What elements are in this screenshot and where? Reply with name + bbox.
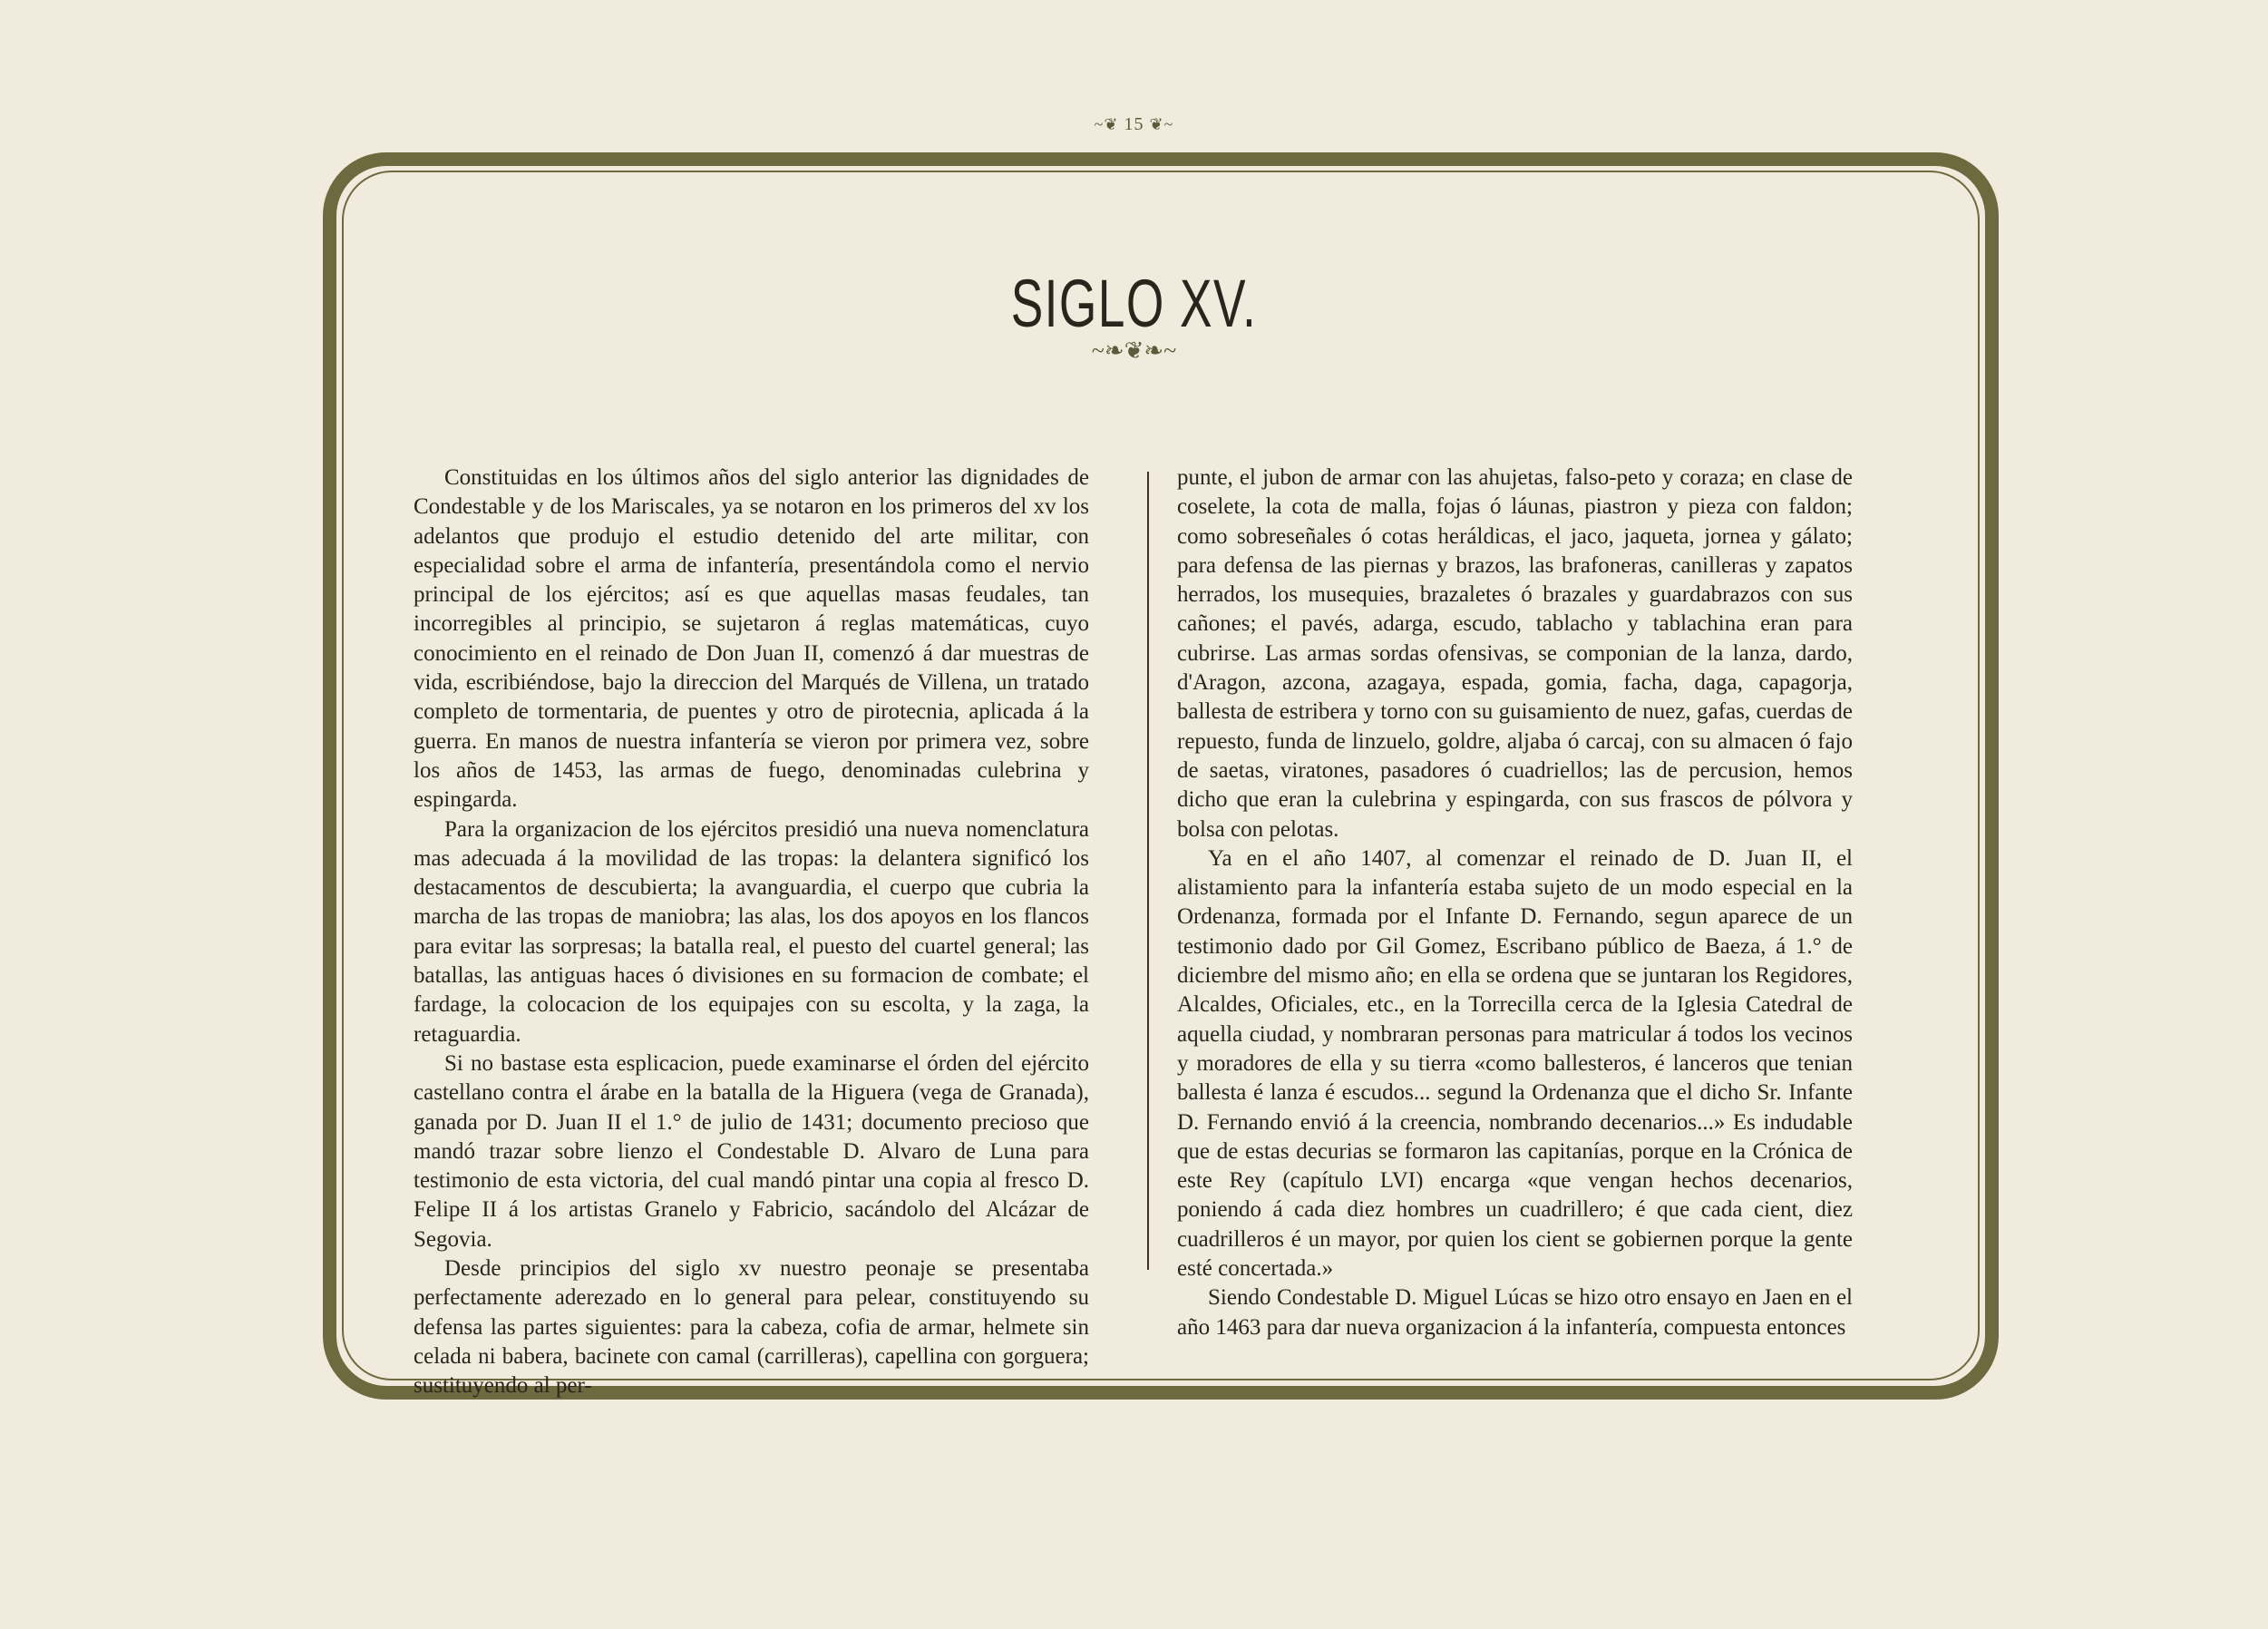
ornament-left: ~❦ xyxy=(1094,115,1119,133)
paragraph: Desde principios del siglo xv nuestro peonaje se presentaba perfectamente aderezado en lo general para pelear, constituyendo su defensa las partes siguientes: para la cabeza, cofia de armar, helmete sin celada ni babera, bacinete con camal (carrilleras), capellina con gorguera; sustituyendo al per- xyxy=(414,1256,1089,1399)
column-divider xyxy=(1147,472,1149,1270)
page-number-text: 15 xyxy=(1124,114,1144,134)
page-number xyxy=(0,114,2268,135)
paragraph: Si no bastase esta esplicacion, puede examinarse el órden del ejército castellano contra el árabe en la batalla de la Higuera (vega de Granada), ganada por D. Juan II el 1.° de julio de 1431; documento precioso que mandó trazar sobre lienzo el Condestable D. Alvaro de Luna para testimonio de esta victoria, del cual mandó pintar una copia al fresco D. Felipe II á los artistas Granelo y Fabricio, sacándolo del Alcázar de Segovia. xyxy=(414,1050,1089,1252)
paragraph: Para la organizacion de los ejércitos presidió una nueva nomenclatura mas adecuada á la movilidad de las tropas: la delantera significó los destacamentos de descubierta; la avanguardia, el cuerpo que cubria la marcha de las tropas de maniobra; las alas, los dos apoyos en los flancos para evitar las sorpresas; la batalla real, el puesto del cuartel general; las batallas, las antiguas haces ó divisiones en su formacion de combate; el fardage, la colocacion de los equipajes con su escolta, y la zaga, la retaguardia. xyxy=(414,816,1089,1047)
title-ornament: ~❧❦❧~ xyxy=(1091,337,1177,364)
ornament-right: ❦~ xyxy=(1149,115,1174,133)
paragraph: Constituidas en los últimos años del siglo anterior las dignidades de Condestable y de los Mariscales, ya se notaron en los primeros del xv los adelantos que produjo el estudio detenido del arte militar, con especialidad sobre el arma de infantería, presentándola como el nervio principal de los ejércitos; así es que aquellas masas feudales, tan incorregibles al principio, se sujetaron á reglas matemáticas, cuyo conocimiento en el reinado de Don Juan II, comenzó á dar muestras de vida, escribiéndose, bajo la direccion del Marqués de Villena, un tratado completo de tormentaria, de puentes y otro de pirotecnia, aplicada á la guerra. En manos de nuestra infantería se vieron por primera vez, sobre los años de 1453, las armas de fuego, denominadas culebrina y espingarda. xyxy=(414,465,1089,813)
left-column xyxy=(414,463,1089,1401)
page-title: SIGLO XV. xyxy=(1010,266,1258,341)
paragraph: Ya en el año 1407, al comenzar el reinado de D. Juan II, el alistamiento para la infantería estaba sujeto de un modo especial en la Ordenanza, formada por el Infante D. Fernando, segun aparece de un testimonio dado por Gil Gomez, Escribano público de Baeza, á 1.° de diciembre del mismo año; en ella se ordena que se juntaran los Regidores, Alcaldes, Oficiales, etc., en la Torrecilla cerca de la Iglesia Catedral de aquella ciudad, y nombraran personas para matricular á todos los vecinos y moradores de ella y su tierra «como ballesteros, é lanceros que tenian ballesta é lanza é escudos... segund la Ordenanza que el dicho Sr. Infante D. Fernando envió á la creencia, nombrando decenarios...» Es indudable que de estas decurias se formaron las capitanías, porque en la Crónica de este Rey (capítulo LVI) encarga «que vengan hechos decenarios, poniendo á cada diez hombres un cuadrillero; é que cada cient, diez cuadrilleros é un mayor, por quien los cient se gobiernen porque la gente esté concertada.» xyxy=(1177,845,1853,1282)
paragraph: Siendo Condestable D. Miguel Lúcas se hizo otro ensayo en Jaen en el año 1463 para dar nueva organizacion á la infantería, compuesta entonces xyxy=(1177,1285,1853,1340)
right-column xyxy=(1177,463,1853,1342)
paragraph: punte, el jubon de armar con las ahujetas, falso-peto y coraza; en clase de coselete, la cota de malla, fojas ó láunas, piastron y pieza con faldon; como sobreseñales ó cotas heráldicas, el jaco, jaqueta, jornea y gálato; para defensa de las piernas y brazos, las brafoneras, canilleras y zapatos herrados, los musequies, brazaletes ó brazales y guardabrazos con sus cañones; el pavés, adarga, escudo, tablacho y tablachina eran para cubrirse. Las armas sordas ofensivas, se componian de la lanza, dardo, d'Aragon, azcona, azagaya, espada, gomia, facha, daga, capagorja, ballesta de estribera y torno con su guisamiento de nuez, gafas, cuerdas de repuesto, funda de linzuelo, goldre, aljaba ó carcaj, con su almacen ó fajo de saetas, viratones, pasadores ó cuadriellos; las de percusion, hemos dicho que eran la culebrina y espingarda, con sus frascos de pólvora y bolsa con pelotas. xyxy=(1177,465,1853,842)
